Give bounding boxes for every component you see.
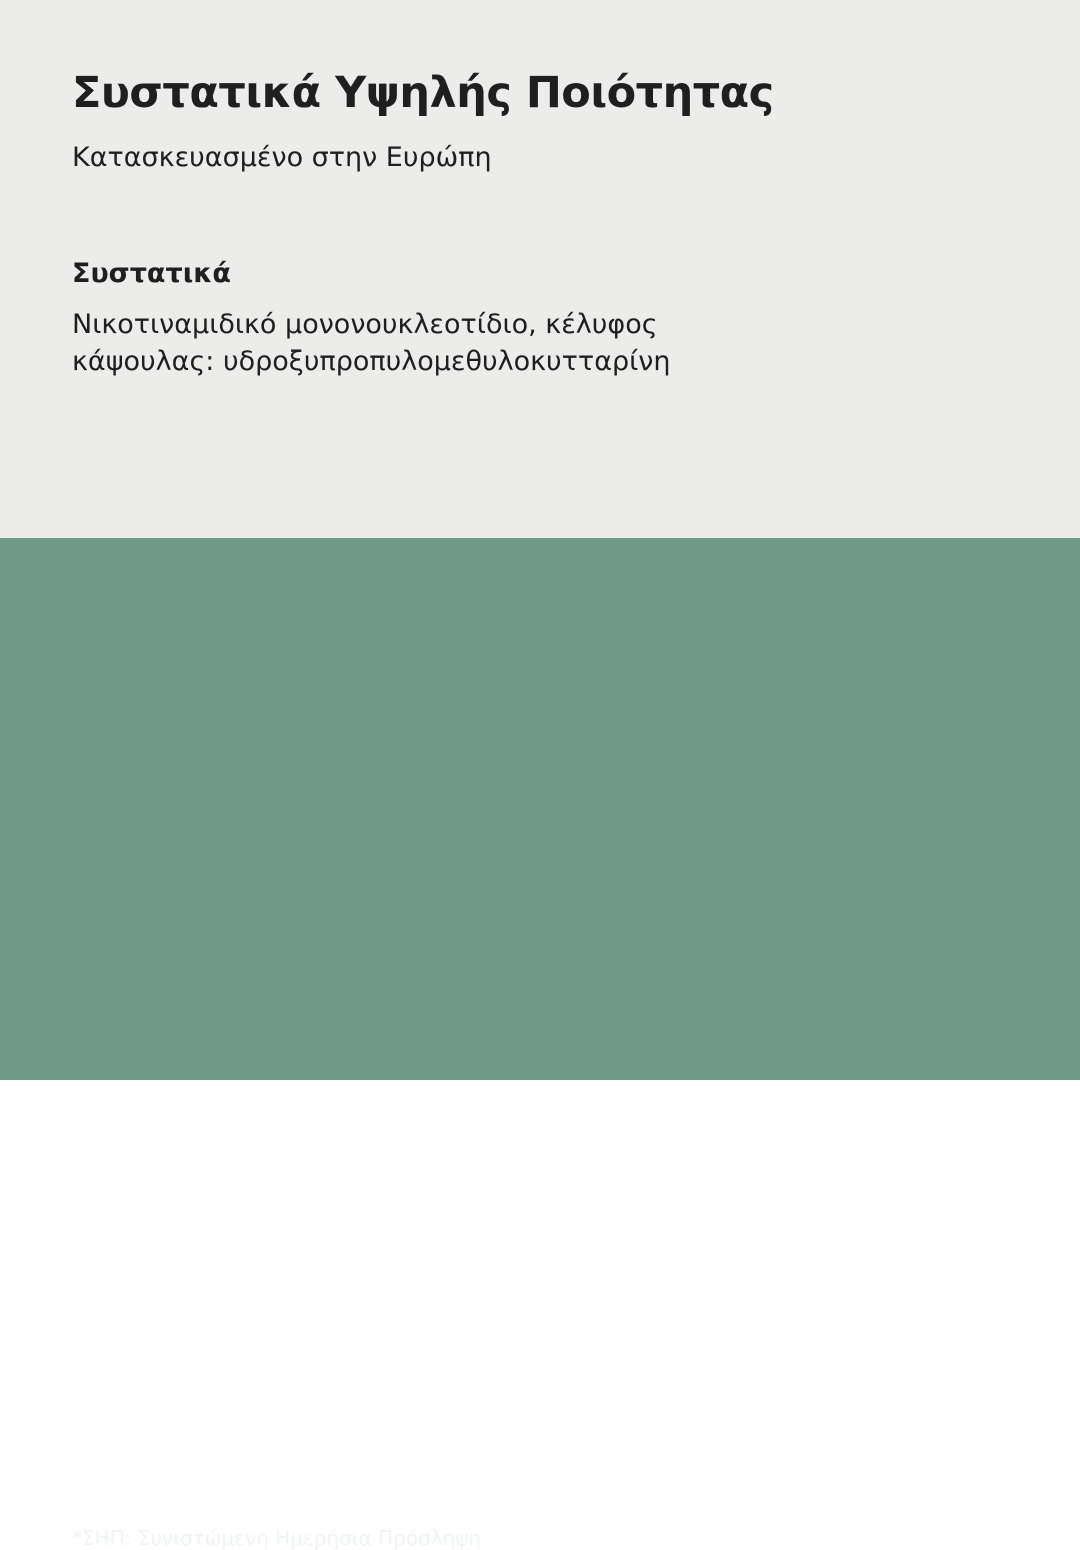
column-header-rdi: %ΣΗΠ* <box>885 1103 990 1134</box>
top-section <box>0 0 1080 538</box>
page-title: Συστατικά Υψηλής Ποιότητας <box>72 68 774 118</box>
supplement-table <box>0 538 1080 1550</box>
page-subtitle: Κατασκευασμένο στην Ευρώπη <box>72 142 492 173</box>
footnote: *ΣΗΠ: Συνιστώμενη Ημερήσια Πρόσληψη <box>72 1526 482 1550</box>
ingredient-name: Νικοτιναμίδιο μονονουκλεοτίδιο <box>72 1191 553 1221</box>
column-header-serving: ανά μερίδα (500 γρ.) <box>551 1103 866 1134</box>
ingredient-rdi-value: ** <box>992 1188 1018 1213</box>
ingredients-text: Νικοτιναμιδικό μονονουκλεοτίδιο, κέλυφος κάψουλας: υδροξυπροπυλομεθυλοκυτταρίνη <box>72 309 671 377</box>
row-separator-line <box>537 1223 724 1225</box>
ingredient-amount: 500mg <box>776 1193 871 1224</box>
ingredients-heading: Συστατικά <box>72 258 231 289</box>
